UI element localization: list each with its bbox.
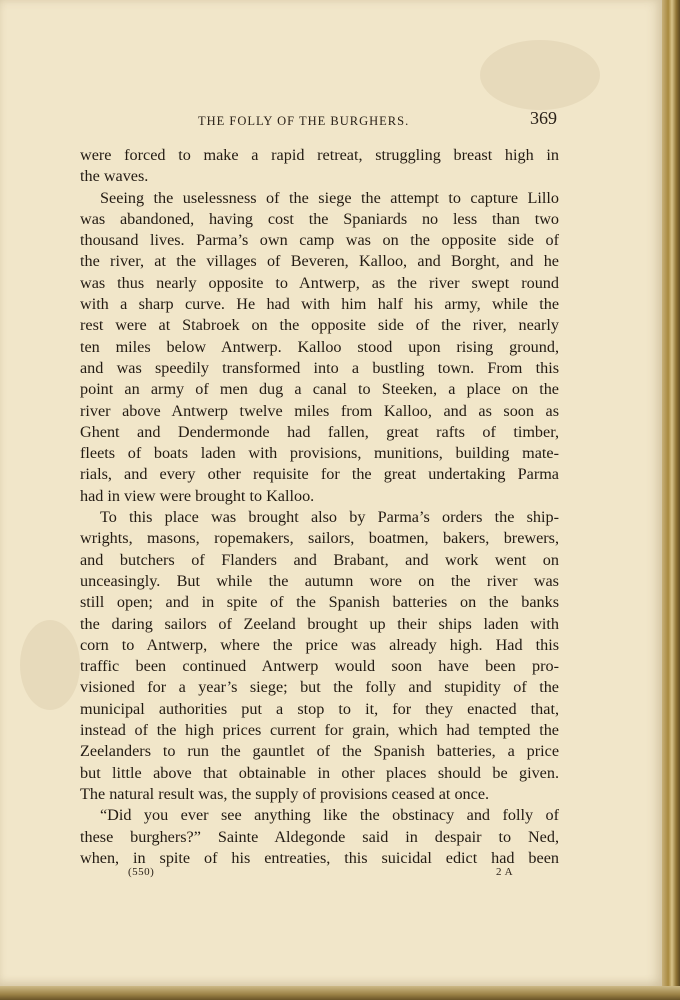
text-line: instead of the high prices current for grain, which had tempted the	[80, 721, 559, 740]
text-line: To this place was brought also by Parma’s orders the ship-	[100, 508, 559, 527]
text-line: Zeelanders to run the gauntlet of the Spanish batteries, a price	[80, 742, 559, 761]
text-line: the river, at the villages of Beveren, Kalloo, and Borght, and he	[80, 252, 559, 271]
text-line: the daring sailors of Zeeland brought up their ships laden with	[80, 614, 559, 633]
text-line: was abandoned, having cost the Spaniards no less than two	[80, 209, 559, 228]
running-head: THE FOLLY OF THE BURGHERS.	[198, 114, 410, 128]
text-line: municipal authorities put a stop to it, for they enacted that,	[80, 699, 559, 718]
body-text	[80, 145, 559, 869]
text-line: “Did you ever see anything like the obstinacy and folly of	[100, 806, 559, 825]
text-line: visioned for a year’s siege; but the folly and stupidity of the	[80, 678, 559, 697]
text-line: fleets of boats laden with provisions, munitions, building mate-	[80, 444, 559, 463]
printer-signature-mark: (550)	[128, 866, 155, 878]
text-line: thousand lives. Parma’s own camp was on the opposite side of	[80, 231, 559, 250]
text-line: the waves.	[80, 167, 149, 186]
page-number: 369	[530, 108, 557, 128]
text-line: still open; and in spite of the Spanish batteries on the banks	[80, 593, 559, 612]
text-line: and was speedily transformed into a bustling town. From this	[80, 358, 559, 377]
text-line: but little above that obtainable in other places should be given.	[80, 763, 559, 782]
bottom-page-edge	[0, 986, 680, 1000]
gathering-signature-mark: 2 A	[496, 866, 514, 878]
text-line: with a sharp curve. He had with him half his army, while the	[80, 295, 559, 314]
text-line: when, in spite of his entreaties, this suicidal edict had been	[80, 848, 559, 867]
text-line: rials, and every other requisite for the great undertaking Parma	[80, 465, 559, 484]
text-line: corn to Antwerp, where the price was already high. Had this	[80, 635, 559, 654]
text-line: Ghent and Dendermonde had fallen, great rafts of timber,	[80, 422, 559, 441]
text-line: was thus nearly opposite to Antwerp, as the river swept round	[80, 273, 559, 292]
text-line: and butchers of Flanders and Brabant, and work went on	[80, 550, 559, 569]
text-line: point an army of men dug a canal to Steeken, a place on the	[80, 380, 559, 399]
text-line: rest were at Stabroek on the opposite side of the river, nearly	[80, 316, 559, 335]
text-line: were forced to make a rapid retreat, struggling breast high in	[80, 146, 559, 164]
text-line: The natural result was, the supply of provisions ceased at once.	[80, 784, 490, 803]
text-line: ten miles below Antwerp. Kalloo stood upon rising ground,	[80, 337, 559, 356]
text-line: had in view were brought to Kalloo.	[80, 486, 315, 505]
text-line: traffic been continued Antwerp would soon have been pro-	[80, 657, 559, 676]
text-line: these burghers?” Sainte Aldegonde said in despair to Ned,	[80, 827, 559, 846]
page-edge	[662, 0, 680, 1000]
page-footer	[80, 862, 559, 882]
text-line: Seeing the uselessness of the siege the attempt to capture Lillo	[100, 188, 559, 207]
paper-stain	[20, 620, 80, 710]
text-line: river above Antwerp twelve miles from Kalloo, and as soon as	[80, 401, 559, 420]
text-line: wrights, masons, ropemakers, sailors, boatmen, bakers, brewers,	[80, 529, 559, 548]
page-header	[80, 108, 557, 132]
paper-stain	[480, 40, 600, 110]
text-line: unceasingly. But while the autumn wore on the river was	[80, 571, 559, 590]
